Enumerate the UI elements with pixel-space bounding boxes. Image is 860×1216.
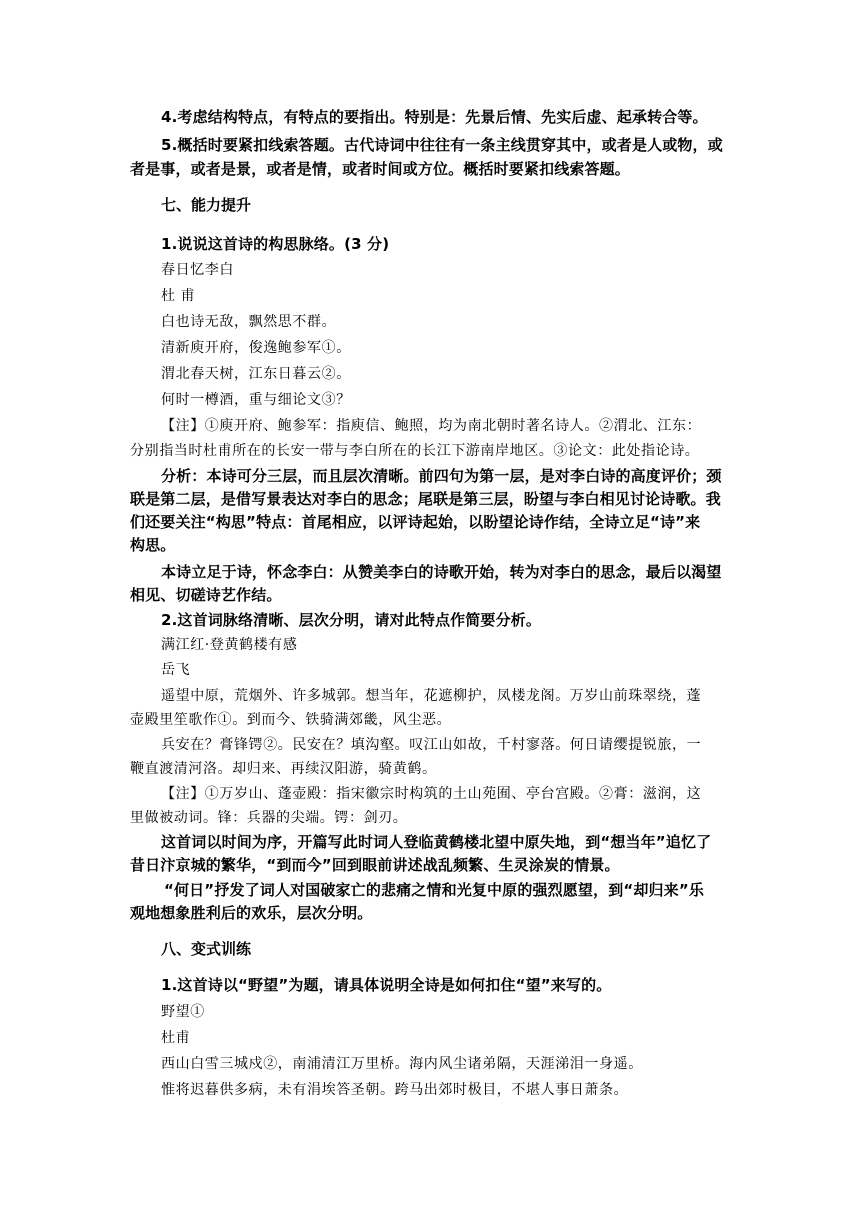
question-8-1: 1.这首诗以“野望”为题，请具体说明全诗是如何扣住“望”来写的。 (161, 976, 612, 994)
poem-3-line-1: 西山白雪三城戍②，南浦清江万里桥。海内风尘诸弟隔，天涯涕泪一身遥。 (161, 1056, 643, 1072)
question-2: 2.这首词脉络清晰、层次分明，请对此特点作简要分析。 (161, 611, 542, 629)
analysis-line-2: 联是第二层，是借写景表达对李白的思念；尾联是第三层，盼望与李白相见讨论诗歌。我 (130, 490, 721, 508)
section-heading-7: 七、能力提升 (161, 196, 252, 214)
ci-stanza-2-line-1: 兵安在？膏锋锷②。民安在？填沟壑。叹江山如故，千村寥落。何日请缨提锐旅，一 (161, 737, 702, 753)
poem-title: 春日忆李白 (161, 262, 234, 278)
ci-title: 满江红·登黄鹤楼有感 (161, 637, 298, 653)
ci-note-line-2: 里做被动词。锋：兵器的尖端。锷：剑刃。 (130, 810, 408, 826)
poem-line: 清新庾开府，俊逸鲍参军①。 (161, 340, 351, 356)
poem-line: 渭北春天树，江东日暮云②。 (161, 366, 351, 382)
poem-line: 白也诗无敌，飘然思不群。 (161, 314, 337, 330)
analysis-line-1: 分析：本诗可分三层，而且层次清晰。前四句为第一层，是对李白诗的高度评价；颈 (161, 467, 722, 485)
poem-3-title: 野望① (161, 1004, 205, 1020)
ci-stanza-2-line-2: 鞭直渡清河洛。却归来、再续汉阳游，骑黄鹤。 (130, 761, 437, 777)
answer-2-para-1-line-2: 昔日汴京城的繁华，“到而今”回到眼前讲述战乱频繁、生灵涂炭的情景。 (130, 856, 620, 874)
point-4: 4.考虑结构特点，有特点的要指出。特别是：先景后情、先实后虚、起承转合等。 (161, 108, 708, 126)
point-5-line-2: 者是事，或者是景，或者是情，或者时间或方位。概括时要紧扣线索答题。 (130, 160, 630, 178)
poem-line: 何时一樽酒，重与细论文③？ (161, 392, 351, 408)
summary-line-1: 本诗立足于诗，怀念李白：从赞美李白的诗歌开始，转为对李白的思念，最后以渴望 (161, 563, 722, 581)
poem-3-line-2: 惟将迟暮供多病，未有涓埃答圣朝。跨马出郊时极目，不堪人事日萧条。 (161, 1082, 629, 1098)
poem-3-author: 杜甫 (161, 1030, 191, 1046)
ci-note-line-1: 【注】①万岁山、蓬壶殿：指宋徽宗时构筑的土山苑囿、亭台宫殿。②膏：滋润，这 (161, 786, 702, 802)
poem-note-line-2: 分别指当时杜甫所在的长安一带与李白所在的长江下游南岸地区。③论文：此处指论诗。 (130, 443, 700, 459)
question-1: 1.说说这首诗的构思脉络。(3 分) (161, 235, 390, 253)
poem-author: 杜 甫 (161, 288, 196, 304)
section-heading-8: 八、变式训练 (161, 940, 252, 958)
analysis-line-3: 们还要关注“构思”特点：首尾相应，以评诗起始，以盼望论诗作结，全诗立足“诗”来 (130, 513, 701, 531)
summary-line-2: 相见、切磋诗艺作结。 (130, 586, 282, 604)
answer-2-para-2-line-1: “何日”抒发了词人对国破家亡的悲痛之情和光复中原的强烈愿望，到“却归来”乐 (164, 881, 704, 899)
answer-2-para-2-line-2: 观地想象胜利后的欢乐，层次分明。 (130, 904, 373, 922)
point-5-line-1: 5.概括时要紧扣线索答题。古代诗词中往往有一条主线贯穿其中，或者是人或物，或 (161, 136, 723, 154)
analysis-line-4: 构思。 (130, 536, 176, 554)
ci-stanza-1-line-1: 遥望中原，荒烟外、许多城郭。想当年，花遮柳护，凤楼龙阁。万岁山前珠翠绕，蓬 (161, 688, 702, 704)
answer-2-para-1-line-1: 这首词以时间为序，开篇写此时词人登临黄鹤楼北望中原失地，到“想当年”追忆了 (161, 833, 712, 851)
poem-note-line-1: 【注】①庾开府、鲍参军：指庾信、鲍照，均为南北朝时著名诗人。②渭北、江东： (161, 418, 702, 434)
ci-author: 岳飞 (161, 662, 191, 678)
ci-stanza-1-line-2: 壶殿里笙歌作①。到而今、铁骑满郊畿，风尘恶。 (130, 712, 452, 728)
